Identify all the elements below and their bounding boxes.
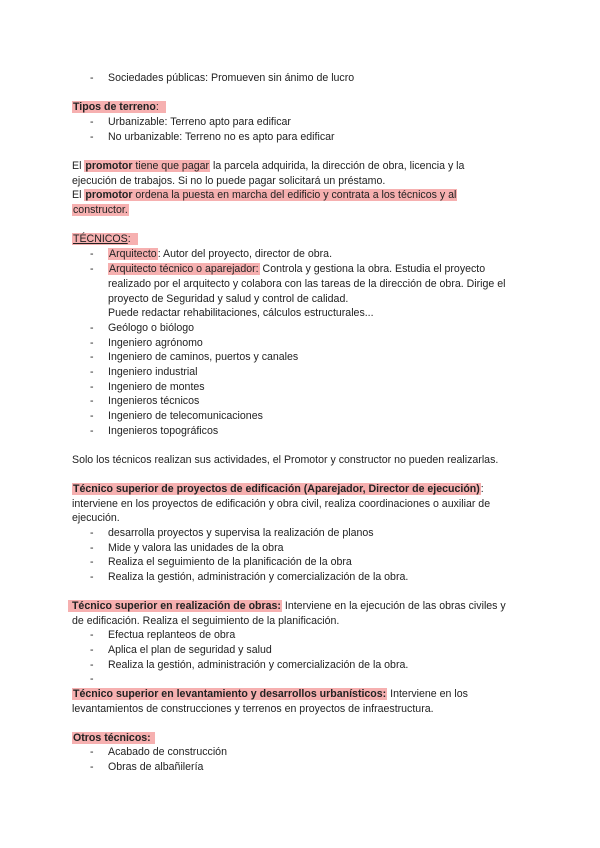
bullet-text: Ingeniero industrial [108, 366, 198, 378]
otros-heading: Otros técnicos: [72, 731, 155, 745]
bullet-marker: - [90, 629, 94, 641]
bullet-marker: - [90, 351, 94, 363]
aparejador-cont: Puede redactar rehabilitaciones, cálculos estructurales... [108, 307, 374, 319]
bullet-text: Aplica el plan de seguridad y salud [108, 644, 272, 656]
bullet-marker: - [90, 72, 94, 84]
bullet-marker: - [90, 761, 94, 773]
bullet-marker: - [90, 337, 94, 349]
promotor-paragraph-2: El promotor ordena la puesta en marcha del edificio y contrata a los técnicos y al [72, 189, 457, 201]
terreno-heading: Tipos de terreno: [72, 100, 166, 114]
bullet-text: Urbanizable: Terreno apto para edificar [108, 116, 291, 128]
bullet-marker: - [90, 410, 94, 422]
tsr-text: de edificación. Realiza el seguimiento de la planificación. [72, 615, 340, 627]
aparejador-cont: proyecto de Seguridad y salud y control de calidad. [108, 293, 349, 305]
bullet-marker: - [90, 571, 94, 583]
tsl-title: Técnico superior en levantamiento y desarrollos urbanísticos: Interviene en los [73, 688, 468, 700]
bullet-marker: - [90, 381, 94, 393]
promotor-paragraph-1-cont: ejecución de trabajos. Si no lo puede pagar solicitará un préstamo. [72, 175, 386, 187]
bullet-marker: - [90, 248, 94, 260]
bullet-text: Mide y valora las unidades de la obra [108, 542, 284, 554]
bullet-marker: - [90, 746, 94, 758]
bullet-marker: - [90, 263, 94, 275]
bullet-text: Ingeniero de telecomunicaciones [108, 410, 263, 422]
promotor-paragraph-2-cont: constructor. [73, 204, 128, 216]
bullet-marker: - [90, 116, 94, 128]
bullet-marker: - [90, 542, 94, 554]
bullet-marker: - [90, 673, 94, 685]
promotor-paragraph-1: El promotor tiene que pagar la parcela adquirida, la dirección de obra, licencia y la [72, 160, 465, 172]
bullet-text: Ingeniero de montes [108, 381, 205, 393]
bullet-marker: - [90, 425, 94, 437]
tsr-title: Técnico superior en realización de obras: Interviene en la ejecución de las obras civiles y [68, 599, 506, 613]
bullet-text: Ingeniero agrónomo [108, 337, 203, 349]
bullet-text: Efectua replanteos de obra [108, 629, 236, 641]
tsp-text: interviene en los proyectos de edificación y obra civil, realiza coordinaciones o auxiliar de [72, 498, 491, 510]
bullet-marker: - [90, 366, 94, 378]
bullet-text: No urbanizable: Terreno no es apto para edificar [108, 131, 335, 143]
bullet-marker: - [90, 556, 94, 568]
bullet-text: Arquitecto: Autor del proyecto, director de obra. [109, 248, 333, 260]
bullet-text: Ingenieros topográficos [108, 425, 219, 437]
bullet-text: Sociedades públicas: Promueven sin ánimo de lucro [108, 72, 355, 84]
bullet-marker: - [90, 527, 94, 539]
bullet-text: Realiza la gestión, administración y comercialización de la obra. [108, 659, 409, 671]
tecnicos-heading: TÉCNICOS: [72, 232, 138, 246]
bullet-marker: - [90, 395, 94, 407]
bullet-marker: - [90, 659, 94, 671]
bullet-text: Ingenieros técnicos [108, 395, 200, 407]
bullet-text: Obras de albañilería [108, 761, 204, 773]
bullet-text: Acabado de construcción [108, 746, 227, 758]
bullet-marker: - [90, 644, 94, 656]
bullet-marker: - [90, 322, 94, 334]
aparejador-cont: realizado por el arquitecto y colabora con las tareas de la dirección de obra. Dirige el [108, 278, 506, 290]
bullet-text: Realiza el seguimiento de la planificación de la obra [108, 556, 352, 568]
bullet-marker: - [90, 131, 94, 143]
bullet-text: Geólogo o biólogo [108, 322, 194, 334]
solo-paragraph: Solo los técnicos realizan sus actividades, el Promotor y constructor no pueden realizarlas. [72, 454, 499, 466]
bullet-text: Realiza la gestión, administración y comercialización de la obra. [108, 571, 409, 583]
bullet-text: Arquitecto técnico o aparejador: Controla y gestiona la obra. Estudia el proyecto [109, 263, 486, 275]
tsp-title: Técnico superior de proyectos de edificación (Aparejador, Director de ejecución): [73, 483, 484, 495]
tsp-text: ejecución. [72, 512, 120, 524]
tsl-text: levantamientos de construcciones y terrenos en proyectos de infraestructura. [72, 703, 434, 715]
bullet-text: Ingeniero de caminos, puertos y canales [108, 351, 299, 363]
bullet-text: desarrolla proyectos y supervisa la realización de planos [108, 527, 374, 539]
